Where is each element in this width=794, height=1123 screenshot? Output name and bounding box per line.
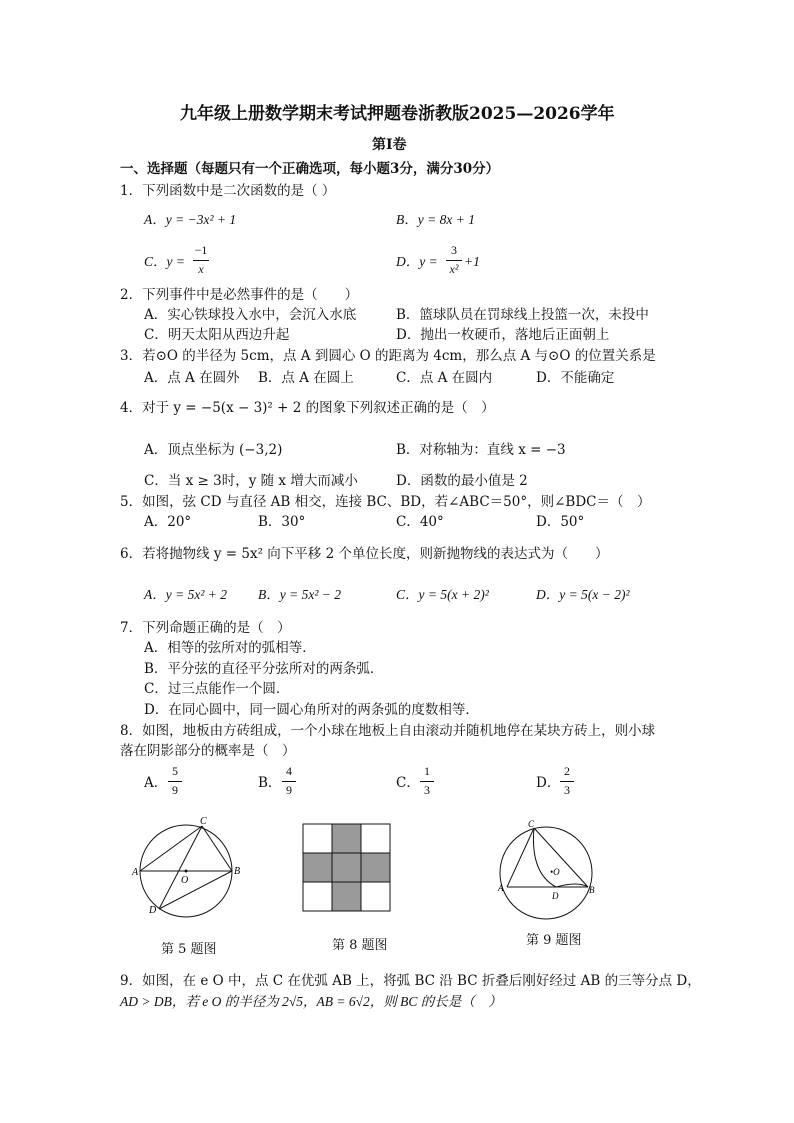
question-8-option-a-numerator: 5 bbox=[172, 764, 178, 778]
figure-8-tile-grid bbox=[302, 823, 394, 915]
question-8-option-d-numerator: 2 bbox=[564, 764, 570, 778]
fraction-bar bbox=[420, 781, 434, 782]
fraction-bar bbox=[282, 781, 296, 782]
question-5-option-b: B．30° bbox=[258, 514, 306, 530]
page-title: 九年级上册数学期末考试押题卷浙教版2025—2026学年 bbox=[180, 104, 615, 124]
question-8-option-b-numerator: 4 bbox=[286, 764, 292, 778]
question-2-stem: 2．下列事件中是必然事件的是（ ） bbox=[120, 287, 359, 303]
figure-9-label-a: A bbox=[498, 883, 504, 893]
figure-9-label-o: •O bbox=[550, 867, 560, 877]
question-7-stem: 7．下列命题正确的是（ ） bbox=[120, 620, 291, 636]
question-7-option-c: C．过三点能作一个圆． bbox=[144, 681, 290, 697]
shaded-tile bbox=[361, 853, 390, 882]
figure-9-label-b: B bbox=[589, 885, 595, 895]
fraction-bar bbox=[446, 260, 462, 261]
shaded-tile bbox=[303, 853, 332, 882]
question-3-option-d: D．不能确定 bbox=[536, 370, 615, 386]
question-6-option-c: C．y = 5(x + 2)² bbox=[396, 587, 489, 602]
question-4-option-b: B．对称轴为：直线 x = −3 bbox=[396, 442, 566, 458]
question-9-line-2: AD > DB，若 e O 的半径为 2√5，AB = 6√2，则 BC 的长是（ ） bbox=[120, 994, 502, 1009]
figure-5-label-a: A bbox=[132, 867, 139, 878]
question-1-option-b: B．y = 8x + 1 bbox=[396, 212, 475, 227]
question-1-stem: 1．下列函数中是二次函数的是（ ） bbox=[120, 183, 336, 199]
question-8-stem-line-2: 落在阴影部分的概率是（ ） bbox=[120, 743, 296, 759]
question-1-option-c-denominator: x bbox=[198, 262, 204, 276]
question-3-option-c: C．点 A 在圆内 bbox=[396, 370, 493, 386]
question-6-option-a: A．y = 5x² + 2 bbox=[144, 587, 227, 602]
question-5-option-d: D．50° bbox=[536, 514, 585, 530]
tile bbox=[303, 824, 332, 853]
figure-5-label-c: C bbox=[200, 816, 207, 827]
question-2-option-c: C．明天太阳从西边升起 bbox=[144, 327, 290, 343]
tile bbox=[303, 882, 332, 911]
question-8-option-c-label: C． bbox=[396, 775, 420, 791]
question-4-option-a: A．顶点坐标为 (−3,2) bbox=[144, 442, 283, 458]
shaded-tile bbox=[332, 824, 361, 853]
question-6-stem: 6．若将抛物线 y = 5x² 向下平移 2 个单位长度，则新抛物线的表达式为（ ） bbox=[120, 546, 609, 562]
question-1-option-a: A．y = −3x² + 1 bbox=[144, 212, 237, 227]
question-8-option-a-denominator: 9 bbox=[172, 783, 178, 797]
fraction-bar bbox=[193, 260, 209, 261]
question-8-option-d-label: D． bbox=[536, 775, 561, 791]
shaded-tile bbox=[332, 853, 361, 882]
fraction-bar bbox=[560, 781, 574, 782]
question-2-option-a: A．实心铁球投入水中，会沉入水底 bbox=[144, 307, 357, 323]
question-7-option-a: A．相等的弦所对的弧相等． bbox=[144, 640, 316, 656]
figure-5-circle-diagram bbox=[128, 812, 248, 922]
figure-9-label-d: D bbox=[552, 891, 559, 901]
volume-heading: 第Ⅰ卷 bbox=[372, 137, 407, 153]
question-2-option-d: D．抛出一枚硬币，落地后正面朝上 bbox=[396, 327, 610, 343]
question-8-option-b-label: B． bbox=[258, 775, 282, 791]
question-3-option-b: B．点 A 在圆上 bbox=[258, 370, 354, 386]
figure-5-caption: 第 5 题图 bbox=[161, 942, 217, 957]
question-8-option-c-numerator: 1 bbox=[424, 764, 430, 778]
question-7-option-d: D．在同心圆中，同一圆心角所对的两条弧的度数相等． bbox=[144, 702, 479, 718]
question-4-option-c: C．当 x ≥ 3时，y 随 x 增大而减小 bbox=[144, 473, 358, 489]
question-1-option-d-denominator: x² bbox=[449, 262, 459, 276]
section-heading: 一、选择题（每题只有一个正确选项，每小题3分，满分30分） bbox=[120, 161, 500, 177]
question-8-option-a-label: A． bbox=[144, 775, 168, 791]
question-1-option-d-label: D．y = bbox=[396, 254, 438, 269]
tile bbox=[361, 882, 390, 911]
question-8-option-b-denominator: 9 bbox=[286, 783, 292, 797]
question-1-option-c-numerator: −1 bbox=[194, 243, 208, 257]
question-3-stem: 3．若⊙O 的半径为 5cm，点 A 到圆心 O 的距离为 4cm，那么点 A 与⊙O 的位置关系是 bbox=[120, 348, 656, 364]
question-8-stem-line-1: 8．如图，地板由方砖组成，一个小球在地板上自由滚动并随机地停在某块方砖上，则小球 bbox=[120, 723, 656, 739]
question-3-option-a: A．点 A 在圆外 bbox=[144, 370, 240, 386]
question-8-option-d-denominator: 3 bbox=[564, 783, 570, 797]
question-6-option-d: D．y = 5(x − 2)² bbox=[536, 587, 630, 602]
figure-9-label-c: C bbox=[528, 819, 535, 829]
question-5-option-a: A．20° bbox=[144, 514, 192, 530]
question-8-option-c-denominator: 3 bbox=[424, 783, 430, 797]
question-6-option-b: B．y = 5x² − 2 bbox=[258, 587, 341, 602]
figure-8-caption: 第 8 题图 bbox=[332, 938, 388, 953]
figure-9-caption: 第 9 题图 bbox=[526, 933, 582, 948]
shaded-tile bbox=[332, 882, 361, 911]
question-5-stem: 5．如图，弦 CD 与直径 AB 相交，连接 BC、BD，若∠ABC＝50°，则∠BDC＝（ ） bbox=[120, 494, 651, 510]
figure-5-label-d: D bbox=[149, 905, 157, 916]
question-5-option-c: C．40° bbox=[396, 514, 444, 530]
tile bbox=[361, 824, 390, 853]
question-2-option-b: B．篮球队员在罚球线上投篮一次，未投中 bbox=[396, 307, 649, 323]
question-1-option-c-label: C．y = bbox=[144, 254, 185, 269]
question-9-line-1: 9．如图，在 e O 中，点 C 在优弧 AB 上，将弧 BC 沿 BC 折叠后刚好经过 AB 的三等分点 D， bbox=[120, 973, 701, 989]
question-1-option-d-tail: +1 bbox=[464, 254, 480, 269]
fraction-bar bbox=[168, 781, 182, 782]
question-7-option-b: B．平分弦的直径平分弦所对的两条弧． bbox=[144, 661, 384, 677]
figure-5-label-b: B bbox=[234, 866, 241, 877]
figure-5-label-o: O bbox=[181, 875, 189, 886]
question-4-option-d: D．函数的最小值是 2 bbox=[396, 473, 528, 489]
figure-9-circle-diagram bbox=[492, 815, 604, 925]
question-4-stem: 4．对于 y = −5(x − 3)² + 2 的图象下列叙述正确的是（ ） bbox=[120, 400, 495, 416]
question-1-option-d-numerator: 3 bbox=[451, 243, 457, 257]
